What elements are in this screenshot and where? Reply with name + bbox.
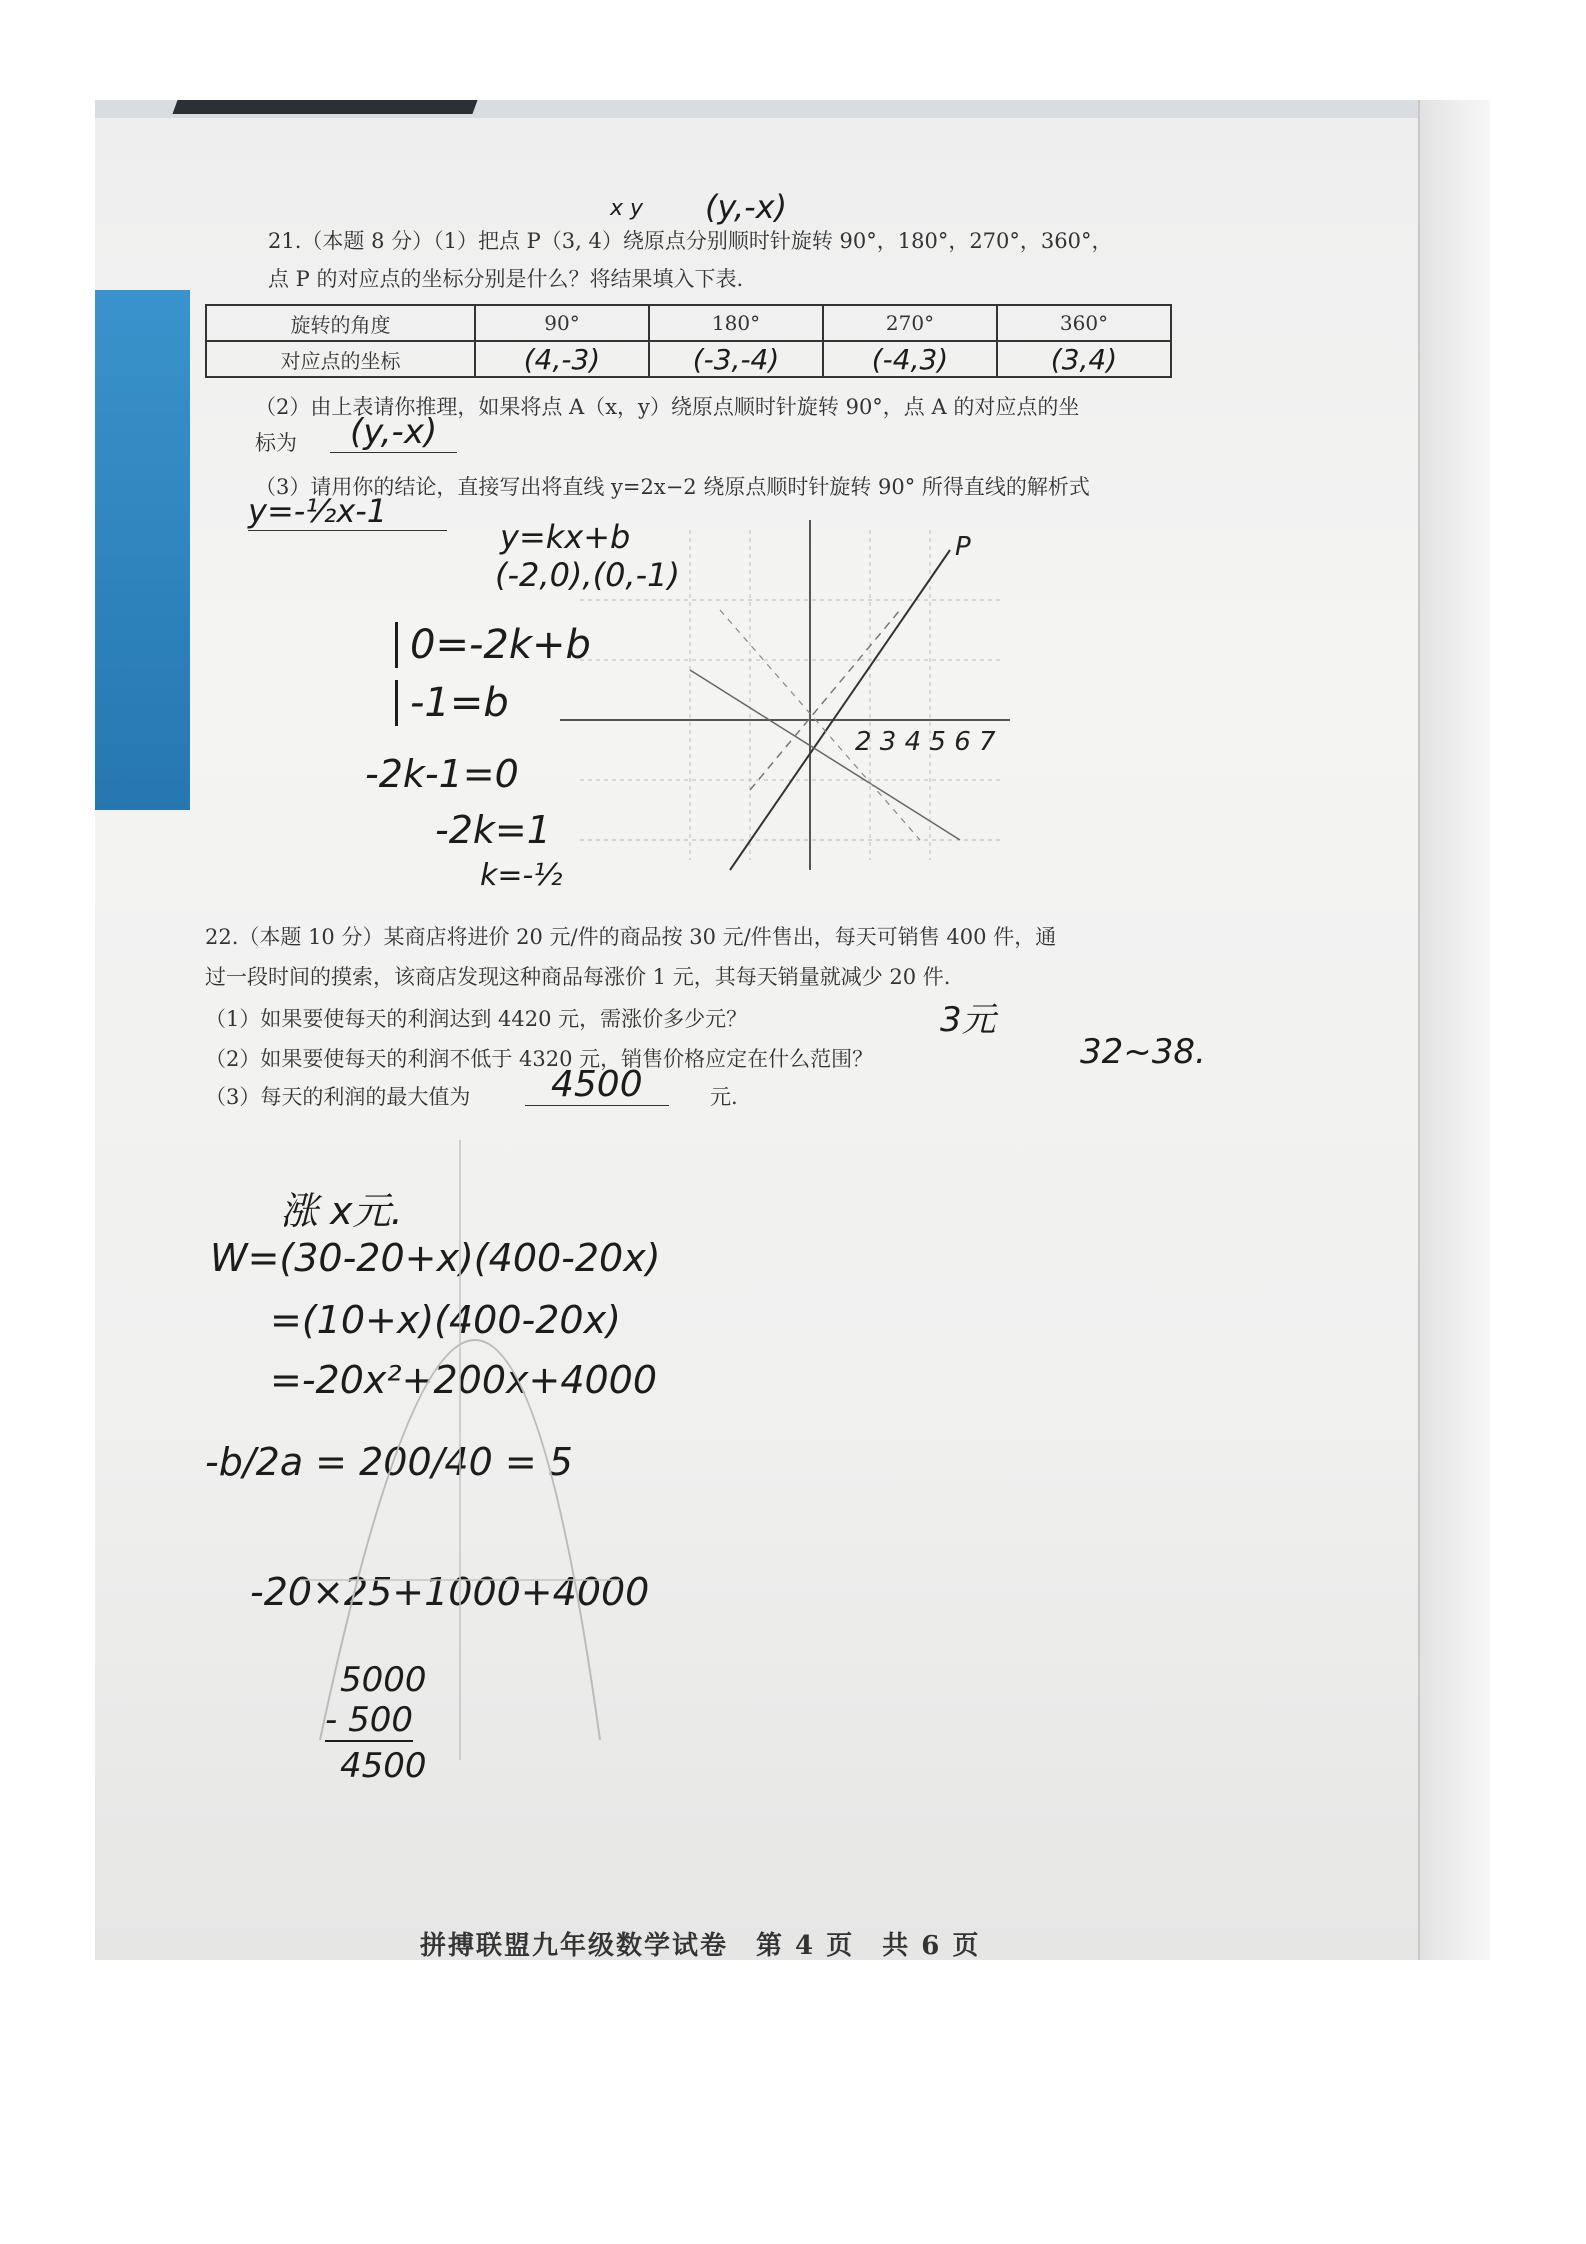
angle-270: 270° (823, 305, 997, 341)
top-dark-strip (172, 100, 477, 114)
work21-l3: -2k-1=0 (365, 752, 519, 796)
work22-w3: =(10+x)(400-20x) (270, 1298, 621, 1342)
q22-p1: （1）如果要使每天的利润达到 4420 元，需涨价多少元？ (205, 1007, 748, 1031)
right-page-edge (1420, 100, 1490, 1960)
angle-90: 90° (475, 305, 649, 341)
answer-180: (-3,-4) (649, 341, 823, 377)
work21-sys1: 0=-2k+b (395, 622, 591, 668)
blue-book-edge (95, 290, 190, 810)
answer-270: (-4,3) (823, 341, 997, 377)
work21-l1: y=kx+b (500, 518, 631, 556)
page-footer: 拼搏联盟九年级数学试卷 第 4 页 共 6 页 (420, 1931, 981, 1961)
angle-180: 180° (649, 305, 823, 341)
rotation-table (205, 304, 1172, 378)
q22-p2: （2）如果要使每天的利润不低于 4320 元，销售价格应定在什么范围？ (205, 1047, 874, 1071)
angle-360: 360° (997, 305, 1171, 341)
work22-w1: 涨 x元. (280, 1189, 403, 1233)
work21-l5: k=-½ (480, 858, 563, 893)
table-row (206, 341, 1171, 377)
table-header-angle: 旋转的角度 (206, 305, 475, 341)
work22-w2: W=(30-20+x)(400-20x) (210, 1236, 661, 1280)
work21-l4: -2k=1 (435, 808, 551, 852)
answer-360: (3,4) (997, 341, 1171, 377)
work22-w5: -b/2a = 200/40 = 5 (205, 1440, 573, 1484)
work21-l2: (-2,0),(0,-1) (495, 556, 680, 594)
q22-p3-prefix: （3）每天的利润的最大值为 (205, 1085, 471, 1109)
graph-grid (580, 530, 1000, 860)
helper-line (750, 610, 900, 790)
q21-line1: 21.（本题 8 分）（1）把点 P（3, 4）绕原点分别顺时针旋转 90°，180°，270°，360°， (268, 229, 1113, 253)
table-row (206, 305, 1171, 341)
q22-line2: 过一段时间的摸索，该商店发现这种商品每涨价 1 元，其每天销量就减少 20 件. (205, 965, 951, 989)
answer-90: (4,-3) (475, 341, 649, 377)
graph-label-p: P (955, 532, 971, 562)
work21-sys2: -1=b (395, 680, 509, 726)
q22-p3-suffix: 元. (710, 1085, 738, 1109)
table-header-coord: 对应点的坐标 (206, 341, 475, 377)
graph-ticks: 2 3 4 5 6 7 (855, 727, 996, 757)
work22-w7: 5000 (340, 1660, 427, 1700)
q21-line2: 点 P 的对应点的坐标分别是什么？将结果填入下表. (268, 267, 744, 291)
annot-top: (y,-x) (705, 188, 788, 226)
q22-line1: 22.（本题 10 分）某商店将进价 20 元/件的商品按 30 元/件售出，每天可销售 400 件，通 (205, 925, 1057, 949)
parabola-sketch (300, 1140, 620, 1760)
work22-w4: =-20x²+200x+4000 (270, 1358, 658, 1402)
coordinate-graph (560, 510, 1020, 880)
q21-part3-line: （3）请用你的结论，直接写出将直线 y=2x−2 绕原点顺时针旋转 90° 所得直线的解析式 (255, 475, 1090, 499)
work22-w8: - 500 (325, 1700, 413, 1740)
q21-part2-prefix: 标为 (255, 431, 297, 455)
q22-p2-answer: 32~38. (1080, 1032, 1206, 1072)
q21-part2-answer: (y,-x) (330, 412, 457, 453)
line-y-2x-2 (730, 550, 950, 870)
work22-w6: -20×25+1000+4000 (250, 1570, 650, 1614)
top-band (95, 100, 1490, 118)
work22-w9: 4500 (340, 1746, 427, 1786)
q21-part3-answer: y=-½x-1 (248, 492, 447, 531)
q22-p3-answer: 4500 (525, 1064, 669, 1106)
q22-p1-answer: 3元 (940, 1000, 996, 1040)
q21-part2-line1: （2）由上表请你推理，如果将点 A（x，y）绕原点顺时针旋转 90°，点 A 的对应点的坐 (255, 395, 1080, 419)
annot-xy: x y (610, 196, 644, 221)
